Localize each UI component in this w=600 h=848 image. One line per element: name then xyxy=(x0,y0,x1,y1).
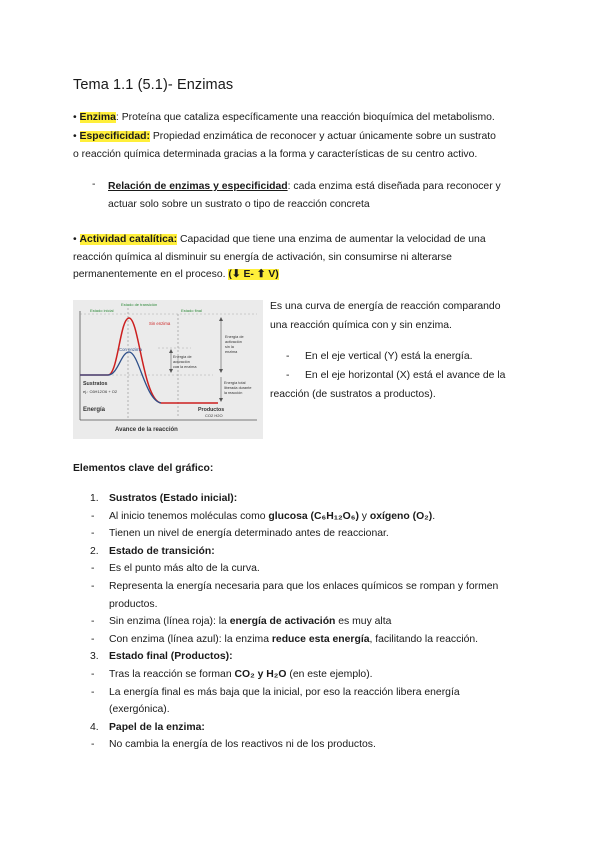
figtext-item-1-text: En el eje vertical (Y) está la energía. xyxy=(305,351,473,362)
bullet: • xyxy=(73,131,77,142)
list-item xyxy=(73,666,533,684)
definition-text-2: reacción química al disminuir su energía de activación, sin consumirse ni alterarse xyxy=(73,251,452,263)
list-item-cont xyxy=(73,596,533,614)
figtext-item-2 xyxy=(270,366,525,385)
list-item-cont xyxy=(73,701,533,719)
dash-marker: - xyxy=(91,633,95,645)
list-heading: Estado final (Productos): xyxy=(109,651,233,663)
list-item xyxy=(73,543,533,561)
figtext-line-1: Es una curva de energía de reacción comparando xyxy=(270,301,501,312)
list-text: Representa la energía necesaria para que los enlaces químicos se rompan y formen xyxy=(109,580,499,592)
definition-text-2: o reacción química determinada gracias a la forma y características de su centro activo. xyxy=(73,148,478,160)
definition-especificidad xyxy=(73,128,533,163)
list-heading: Papel de la enzima: xyxy=(109,721,205,733)
dash-marker: - xyxy=(91,510,95,522)
list-text: Es el punto más alto de la curva. xyxy=(109,563,260,575)
list-number: 2. xyxy=(90,545,99,557)
label-ea-con-1: Energía de xyxy=(173,355,192,359)
list-text: Con enzima (línea azul): la enzima reduce esta energía, facilitando la reacción. xyxy=(109,633,479,645)
list-item xyxy=(73,508,533,526)
label-energia: Energía xyxy=(83,407,106,413)
label-ea-con-2: activación xyxy=(173,360,190,364)
definition-text-3: permanentemente en el proceso. xyxy=(73,269,229,280)
figtext-item-1 xyxy=(270,347,525,366)
label-sustratos-formula: ej.: C6H12O6 + O2 xyxy=(83,389,118,394)
dash-marker: - xyxy=(91,686,95,698)
dash-marker: - xyxy=(91,616,95,628)
list-item xyxy=(73,525,533,543)
formula-highlight: (⬇ E- ⬆ V) xyxy=(228,269,279,280)
figtext-item-2-cont: reacción (de sustratos a productos). xyxy=(270,389,436,400)
list-item xyxy=(73,648,533,666)
label-productos: Productos xyxy=(198,407,225,413)
list-text: Tienen un nivel de energía determinado antes de reaccionar. xyxy=(109,528,389,540)
list-item xyxy=(73,719,533,737)
relacion-enzimas xyxy=(108,178,528,213)
list-number: 1. xyxy=(90,493,99,504)
label-ea-sin-1: Energía de xyxy=(225,335,244,339)
label-ea-sin-4: enzima xyxy=(225,350,238,354)
definition-text: Capacidad que tiene una enzima de aumentar la velocidad de una xyxy=(177,234,486,245)
label-sustratos: Sustratos xyxy=(83,381,108,387)
relacion-text-2: actuar solo sobre un sustrato o tipo de reacción concreta xyxy=(108,198,370,210)
label-con-enzima: Con enzima xyxy=(119,347,142,352)
list-item xyxy=(73,560,533,578)
term-enzima: Enzima xyxy=(79,112,116,123)
label-ea-sin-3: sin la xyxy=(225,345,234,349)
energy-diagram-image xyxy=(73,300,263,439)
dash-marker: - xyxy=(91,563,95,575)
list-text: La energía final es más baja que la inicial, por eso la reacción libera energía xyxy=(109,686,460,698)
dash-marker: - xyxy=(91,739,95,751)
definition-enzima xyxy=(73,109,523,127)
list-item xyxy=(73,490,533,508)
label-estado-final: Estado final xyxy=(181,308,202,313)
list-text: Al inicio tenemos moléculas como glucosa (C₆H₁₂O₆) y oxígeno (O₂). xyxy=(109,510,436,522)
list-item xyxy=(73,578,533,596)
list-text: Tras la reacción se forman CO₂ y H₂O (en este ejemplo). xyxy=(109,668,373,680)
label-sin-enzima: Sin enzima xyxy=(149,321,171,326)
definition-text: Propiedad enzimática de reconocer y actuar únicamente sobre un sustrato xyxy=(149,131,496,142)
list-item xyxy=(73,684,533,702)
label-estado-inicial: Estado inicial xyxy=(90,308,114,313)
list-text: (exergónica). xyxy=(109,704,170,716)
list-heading: Estado de transición: xyxy=(109,545,215,557)
label-energia-total-1: Energía total xyxy=(224,381,246,385)
dash-marker: - xyxy=(92,179,96,190)
list-item xyxy=(73,613,533,631)
bullet: • xyxy=(73,234,77,245)
term-relacion: Relación de enzimas y especificidad xyxy=(108,181,288,192)
dash-marker: - xyxy=(91,580,95,592)
label-energia-total-2: liberada durante xyxy=(224,386,252,390)
label-productos-formula: CO2 H2O xyxy=(205,413,223,418)
label-ea-con-3: con la enzima xyxy=(173,365,197,369)
list-heading: Sustratos (Estado inicial): xyxy=(109,493,238,504)
figure-description xyxy=(270,297,525,404)
key-elements-list xyxy=(73,490,533,754)
term-especificidad: Especificidad: xyxy=(79,131,150,142)
label-energia-total-3: la reacción xyxy=(224,391,243,395)
figtext-item-2-text: En el eje horizontal (X) está el avance de la xyxy=(305,370,506,381)
relacion-text: : cada enzima está diseñada para reconocer y xyxy=(287,181,501,192)
dash-marker: - xyxy=(91,528,95,540)
definition-text: : Proteína que cataliza específicamente una reacción bioquímica del metabolismo. xyxy=(115,112,495,123)
list-number: 4. xyxy=(90,721,99,733)
label-transicion: Estado de transición xyxy=(121,302,158,307)
label-xaxis: Avance de la reacción xyxy=(115,427,178,433)
list-item xyxy=(73,736,533,754)
list-item xyxy=(73,631,533,649)
definition-actividad xyxy=(73,231,533,284)
figtext-line-2: una reacción química con y sin enzima. xyxy=(270,320,452,331)
bullet: • xyxy=(73,112,77,123)
elementos-title: Elementos clave del gráfico: xyxy=(73,463,214,474)
term-actividad: Actividad catalítica: xyxy=(79,234,178,245)
dash-marker: - xyxy=(286,351,290,362)
list-number: 3. xyxy=(90,651,99,663)
energy-diagram xyxy=(73,300,263,439)
label-ea-sin-2: activación xyxy=(225,340,242,344)
list-text: Sin enzima (línea roja): la energía de activación es muy alta xyxy=(109,616,392,628)
dash-marker: - xyxy=(91,668,95,680)
list-text: productos. xyxy=(109,598,158,610)
page-title: Tema 1.1 (5.1)- Enzimas xyxy=(73,77,234,93)
list-text: No cambia la energía de los reactivos ni de los productos. xyxy=(109,739,376,751)
dash-marker: - xyxy=(286,370,290,381)
